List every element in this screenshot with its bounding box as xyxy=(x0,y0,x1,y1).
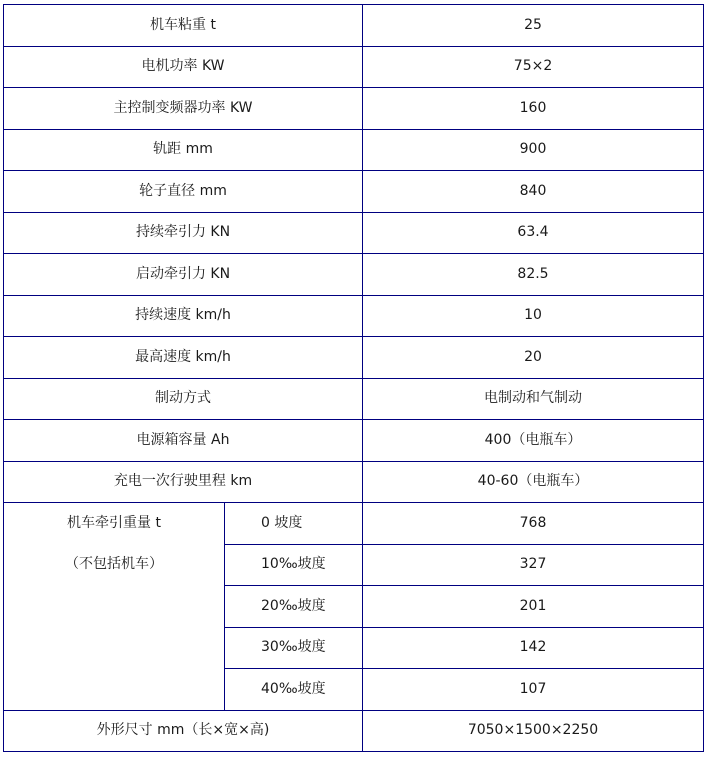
grade-value: 201 xyxy=(363,586,704,628)
table-row xyxy=(4,46,704,88)
spec-table xyxy=(3,4,704,752)
grade-value: 768 xyxy=(363,503,704,545)
grade-value: 107 xyxy=(363,669,704,711)
table-row xyxy=(4,88,704,130)
dimensions-value: 7050×1500×2250 xyxy=(363,710,704,752)
grade-label: 40‰坡度 xyxy=(225,669,363,711)
table-row xyxy=(4,337,704,379)
table-row xyxy=(4,129,704,171)
row-label: 制动方式 xyxy=(4,378,363,420)
grade-value: 142 xyxy=(363,627,704,669)
row-value: 电制动和气制动 xyxy=(363,378,704,420)
row-value: 82.5 xyxy=(363,254,704,296)
row-value: 840 xyxy=(363,171,704,213)
table-row xyxy=(4,461,704,503)
row-label: 轨距 mm xyxy=(4,129,363,171)
table-row xyxy=(4,503,704,545)
table-row xyxy=(4,420,704,462)
table-row xyxy=(4,171,704,213)
row-label: 电机功率 KW xyxy=(4,46,363,88)
grade-label: 30‰坡度 xyxy=(225,627,363,669)
grade-label: 20‰坡度 xyxy=(225,586,363,628)
table-row xyxy=(4,295,704,337)
table-row xyxy=(4,710,704,752)
dimensions-label: 外形尺寸 mm（长×宽×高) xyxy=(4,710,363,752)
tractive-weight-title: 机车牵引重量 t xyxy=(67,515,161,531)
row-label: 启动牵引力 KN xyxy=(4,254,363,296)
row-value: 400（电瓶车） xyxy=(363,420,704,462)
row-label: 最高速度 km/h xyxy=(4,337,363,379)
row-label: 机车粘重 t xyxy=(4,5,363,47)
row-label: 持续牵引力 KN xyxy=(4,212,363,254)
row-value: 40-60（电瓶车） xyxy=(363,461,704,503)
row-value: 75×2 xyxy=(363,46,704,88)
tractive-weight-note: （不包括机车） xyxy=(65,556,163,572)
grade-label: 10‰坡度 xyxy=(225,544,363,586)
row-value: 900 xyxy=(363,129,704,171)
table-row xyxy=(4,254,704,296)
row-label: 轮子直径 mm xyxy=(4,171,363,213)
grade-value: 327 xyxy=(363,544,704,586)
row-label: 主控制变频器功率 KW xyxy=(4,88,363,130)
row-value: 63.4 xyxy=(363,212,704,254)
row-value: 160 xyxy=(363,88,704,130)
row-label: 充电一次行驶里程 km xyxy=(4,461,363,503)
row-value: 10 xyxy=(363,295,704,337)
table-row xyxy=(4,5,704,47)
row-value: 20 xyxy=(363,337,704,379)
grade-label: 0 坡度 xyxy=(225,503,363,545)
table-row xyxy=(4,212,704,254)
row-label: 持续速度 km/h xyxy=(4,295,363,337)
tractive-weight-label xyxy=(4,503,225,711)
table-row xyxy=(4,378,704,420)
row-label: 电源箱容量 Ah xyxy=(4,420,363,462)
row-value: 25 xyxy=(363,5,704,47)
